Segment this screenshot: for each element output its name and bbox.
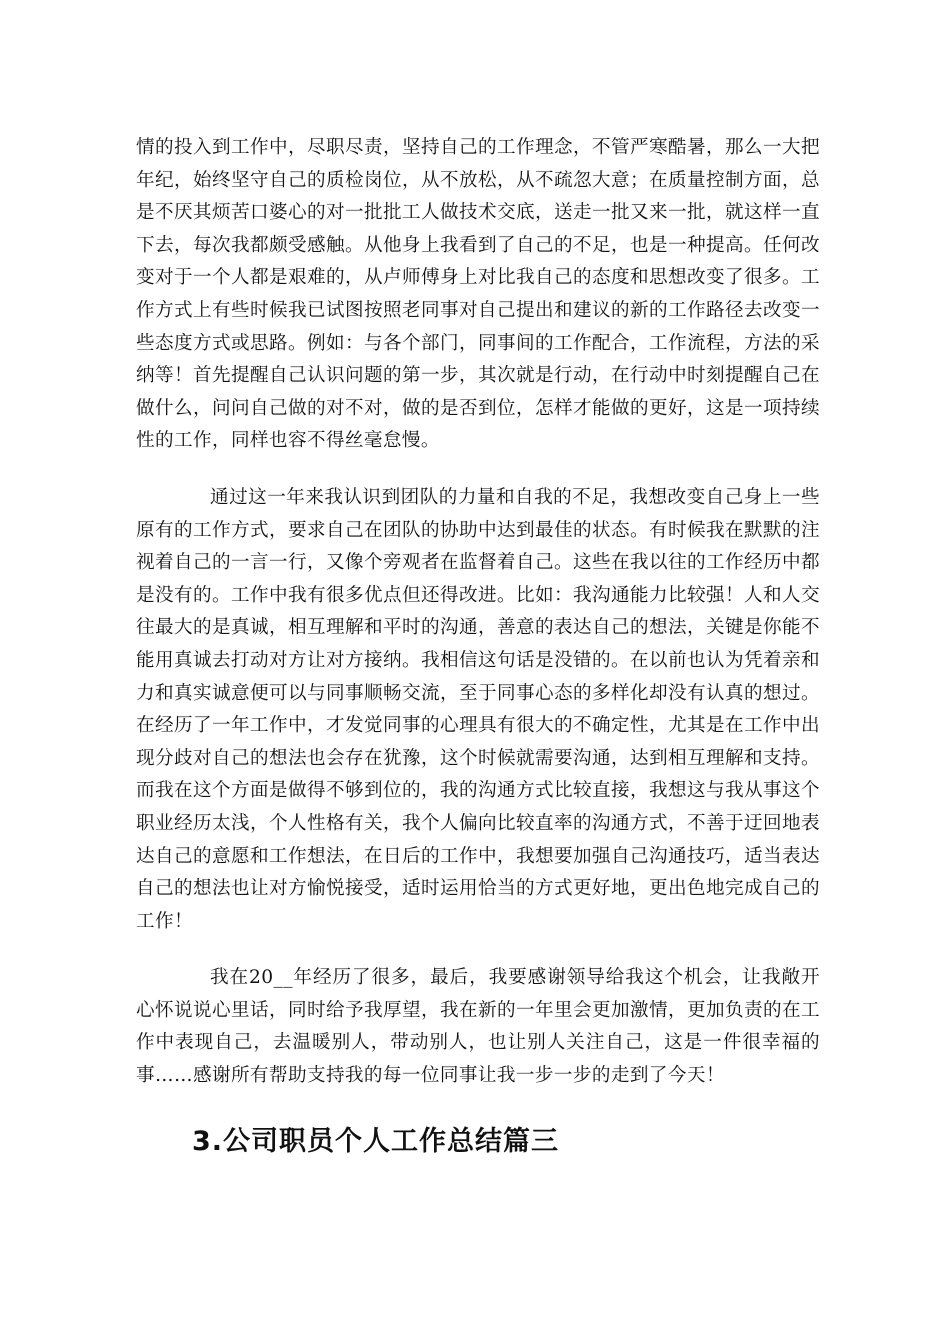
section-heading: 3.公司职员个人工作总结篇三 [192,1126,560,1157]
body-paragraph-3: 我在20__年经历了很多，最后，我要感谢领导给我这个机会，让我敞开心怀说说心里话，同时给予我厚望，我在新的一年里会更加激情，更加负责的在工作中表现自己，去温暖别人，带动别人，也让别人关注自己，这是一件很幸福的事……感谢所有帮助支持我的每一位同事让我一步一步的走到了今天！ [136,967,820,1086]
body-paragraph-1: 情的投入到工作中，尽职尽责，坚持自己的工作理念，不管严寒酷暑，那么一大把年纪，始终坚守自己的质检岗位，从不放松，从不疏忽大意；在质量控制方面，总是不厌其烦苦口婆心的对一批批工人做技术交底，送走一批又来一批，就这样一直下去，每次我都颇受感触。从他身上我看到了自己的不足，也是一种提高。任何改变对于一个人都是艰难的，从卢师傅身上对比我自己的态度和思想改变了很多。工作方式上有些时候我已试图按照老同事对自己提出和建议的新的工作路径去改变一些态度方式或思路。例如：与各个部门，同事间的工作配合，工作流程，方法的采纳等！首先提醒自己认识问题的第一步，其次就是行动，在行动中时刻提醒自己在做什么，问问自己做的对不对，做的是否到位，怎样才能做的更好，这是一项持续性的工作，同样也容不得丝毫怠慢。 [136,137,820,452]
body-paragraph-2: 通过这一年来我认识到团队的力量和自我的不足，我想改变自己身上一些原有的工作方式，要求自己在团队的协助中达到最佳的状态。有时候我在默默的注视着自己的一言一行，又像个旁观者在监督着自己。这些在我以往的工作经历中都是没有的。工作中我有很多优点但还得改进。比如：我沟通能力比较强！人和人交往最大的是真诚，相互理解和平时的沟通，善意的表达自己的想法，关键是你能不能用真诚去打动对方让对方接纳。我相信这句话是没错的。在以前也认为凭着亲和力和真实诚意便可以与同事顺畅交流，至于同事心态的多样化却没有认真的想过。在经历了一年工作中，才发觉同事的心理具有很大的不确定性，尤其是在工作中出现分歧对自己的想法也会存在犹豫，这个时候就需要沟通，达到相互理解和支持。而我在这个方面是做得不够到位的，我的沟通方式比较直接，我想这与我从事这个职业经历太浅，个人性格有关，我个人偏向比较直率的沟通方式，不善于迂回地表达自己的意愿和工作想法，在日后的工作中，我想要加强自己沟通技巧，适当表达自己的想法也让对方愉悦接受，适时运用恰当的方式更好地，更出色地完成自己的工作！ [136,487,820,932]
